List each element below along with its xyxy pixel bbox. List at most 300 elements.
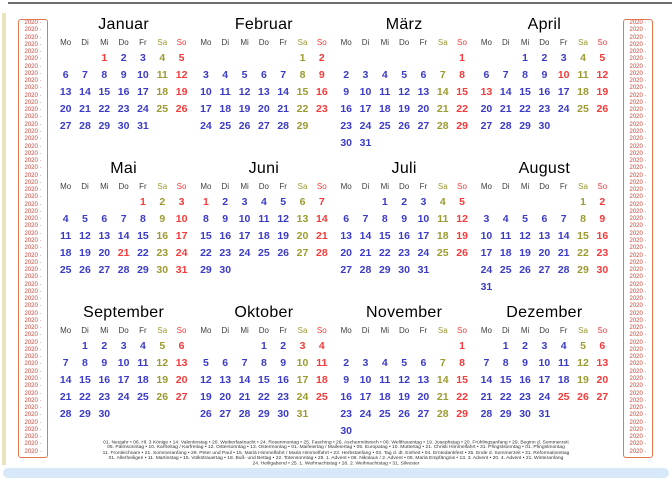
- year-rail-item: 2020 ·: [629, 20, 647, 26]
- date-cell: 15: [456, 374, 468, 386]
- date-cell: 27: [258, 120, 270, 132]
- date-cell: 8: [459, 69, 465, 81]
- year-rail-item: 2020 ·: [629, 172, 647, 179]
- weekday-header-fr: Fr: [559, 38, 568, 47]
- date-cell: 6: [62, 69, 69, 81]
- year-rail-item: 2020 ·: [24, 49, 42, 56]
- date-cell: 9: [599, 213, 606, 225]
- date-cell: 17: [238, 230, 251, 242]
- weekday-header-mi: Mi: [520, 182, 530, 191]
- date-cell: 23: [315, 103, 328, 115]
- year-rail-item: 2020 ·: [629, 412, 647, 419]
- year-rail-item: 2020 ·: [24, 121, 42, 128]
- month-september: [56, 296, 191, 440]
- weekday-header-do: Do: [118, 38, 129, 47]
- date-cell: 19: [398, 391, 410, 403]
- date-cell: 23: [156, 247, 169, 259]
- empty-cell: [114, 194, 133, 211]
- weekday-header-so: So: [597, 182, 608, 191]
- date-cell: 1: [522, 52, 528, 64]
- weekday-header-sa: Sa: [157, 182, 168, 191]
- date-cell: 16: [519, 374, 531, 386]
- date-cell: 5: [459, 196, 465, 208]
- date-cell: 4: [439, 196, 446, 208]
- date-cell: 15: [519, 86, 531, 98]
- date-cell: 4: [222, 69, 229, 81]
- date-cell: 15: [456, 86, 468, 98]
- date-cell: 4: [502, 213, 509, 225]
- date-cell: 11: [60, 230, 72, 242]
- year-rail-item: 2020 ·: [629, 49, 647, 56]
- weekday-header-do: Do: [399, 182, 410, 191]
- date-cell: 24: [359, 120, 372, 132]
- date-cell: 15: [296, 86, 309, 98]
- date-cell: 27: [296, 247, 309, 259]
- date-cell: 14: [315, 213, 328, 225]
- date-cell: 24: [557, 103, 570, 115]
- date-cell: 8: [459, 357, 465, 369]
- weekday-header-do: Do: [118, 182, 129, 191]
- date-cell: 15: [499, 374, 512, 386]
- date-cell: 29: [296, 120, 309, 132]
- date-cell: 21: [436, 391, 449, 403]
- year-rail-item: 2020 ·: [24, 107, 42, 114]
- weekday-header-sa: Sa: [297, 182, 308, 191]
- date-cell: 11: [500, 230, 512, 242]
- date-cell: 25: [258, 247, 270, 259]
- weekday-header-so: So: [176, 326, 187, 335]
- date-cell: 16: [538, 86, 551, 98]
- date-cell: 30: [538, 120, 551, 132]
- year-rail-item: 2020 ·: [24, 339, 42, 346]
- weekday-header-mi: Mi: [240, 326, 249, 335]
- empty-cell: [394, 50, 413, 67]
- year-rail-item: 2020 ·: [629, 383, 647, 390]
- legend-line: 05. Palmsonntag • 10. Karfreitag / Karfreitag • 12. Ostersonntag • 13. Ostermontag • 01. Maifeiertag / Maifeiertag • 05. Europatag • 10. Muttertag • 21. Christi Himmelfahrt • 31. Pfingstsonntag • 01. Pfingstmontag: [107, 445, 565, 451]
- date-cell: 20: [59, 103, 72, 115]
- weekday-header-do: Do: [399, 326, 410, 335]
- date-cell: 28: [315, 247, 328, 259]
- date-cell: 2: [522, 340, 528, 352]
- year-rail-item: 2020 ·: [629, 303, 647, 310]
- date-cell: 23: [538, 103, 551, 115]
- date-cell: 10: [117, 357, 130, 369]
- date-cell: 5: [202, 357, 209, 369]
- year-rail-item: 2020 ·: [24, 448, 42, 455]
- weekday-header-mo: Mo: [480, 326, 492, 335]
- weekday-header-fr: Fr: [419, 326, 428, 335]
- date-cell: 10: [175, 213, 188, 225]
- month-title: November: [366, 304, 443, 321]
- date-cell: 15: [200, 230, 212, 242]
- date-cell: 14: [436, 86, 449, 98]
- date-cell: 6: [299, 196, 306, 208]
- year-rail-item: 2020 ·: [24, 252, 42, 259]
- date-cell: 12: [175, 69, 188, 81]
- weekday-header-mo: Mo: [60, 326, 72, 335]
- year-rail-item: 2020 ·: [629, 208, 647, 215]
- days-grid: [196, 338, 331, 423]
- empty-cell: [216, 50, 235, 67]
- weekday-header-do: Do: [118, 326, 129, 335]
- date-cell: 6: [343, 213, 350, 225]
- date-cell: 23: [277, 391, 290, 403]
- date-cell: 23: [219, 247, 232, 259]
- date-cell: 27: [480, 120, 493, 132]
- year-rail-item: 2020 ·: [629, 107, 647, 114]
- date-cell: 23: [117, 103, 130, 115]
- year-rail-item: 2020 ·: [24, 281, 42, 288]
- date-cell: 21: [238, 391, 251, 403]
- days-grid: [337, 194, 472, 279]
- weekday-header-fr: Fr: [139, 182, 147, 191]
- date-cell: 22: [519, 103, 531, 115]
- date-cell: 19: [596, 86, 609, 98]
- date-cell: 3: [362, 357, 369, 369]
- date-cell: 18: [219, 103, 232, 115]
- weekday-header-do: Do: [258, 182, 269, 191]
- date-cell: 25: [156, 103, 169, 115]
- date-cell: 20: [98, 247, 111, 259]
- year-rail-item: 2020 ·: [24, 216, 42, 223]
- date-cell: 12: [456, 213, 468, 225]
- date-cell: 30: [398, 264, 410, 276]
- weekday-header-row: [56, 180, 191, 194]
- date-cell: 20: [258, 103, 270, 115]
- date-cell: 19: [238, 103, 251, 115]
- date-cell: 29: [519, 120, 531, 132]
- date-cell: 29: [258, 408, 270, 420]
- year-rail-item: 2020 ·: [629, 158, 647, 165]
- date-cell: 31: [137, 120, 149, 132]
- year-rail-item: 2020 ·: [24, 187, 42, 194]
- date-cell: 14: [79, 86, 91, 98]
- date-cell: 8: [101, 69, 108, 81]
- date-cell: 5: [178, 52, 185, 64]
- month-mai: [56, 152, 191, 296]
- legend-line: 01. Neujahr • 06. Hl. 3 Könige • 14. Valentinstag • 20. Weiberfastnacht • 24. Rosenmontag • 25. Fasching • 26. Aschermittwoch • 08. Weltfrauentag • 19. Josephstag • 20. Frühlingsanfang • 29. Beginn d. Sommerzeit: [103, 440, 569, 445]
- date-cell: 28: [59, 408, 72, 420]
- bottom-edge-bar: [3, 468, 669, 478]
- year-rail-item: 2020 ·: [629, 426, 647, 433]
- year-rail-item: 2020 ·: [629, 405, 647, 412]
- weekday-header-mi: Mi: [380, 182, 390, 191]
- month-februar: [196, 8, 331, 152]
- date-cell: 5: [599, 52, 606, 64]
- date-cell: 31: [417, 264, 430, 276]
- days-grid: [56, 194, 191, 279]
- date-cell: 29: [456, 408, 468, 420]
- weekday-header-row: [56, 36, 191, 50]
- weekday-header-fr: Fr: [279, 326, 287, 335]
- date-cell: 26: [277, 247, 290, 259]
- month-oktober: [196, 296, 331, 440]
- empty-cell: [433, 50, 452, 67]
- date-cell: 9: [318, 69, 325, 81]
- year-rail-item: 2020 ·: [24, 208, 42, 215]
- date-cell: 23: [340, 408, 352, 420]
- empty-cell: [496, 50, 515, 67]
- year-rail-item: 2020 ·: [629, 434, 647, 441]
- legend-line: 01. Allerheiligen • 11. Martinstag • 15. Volkstrauertag • 18. Buß- und Bettag • 22. Totensonntag • 29. 1. Advent • 06. Nikolaus / 2. Advent • 08. Mariä Empfängnis • 13. 3. Advent • 20. 4. Advent • 21. Winteranfang: [108, 455, 564, 461]
- year-rail-item: 2020 ·: [24, 354, 42, 361]
- year-rail-item: 2020 ·: [24, 317, 42, 324]
- date-cell: 22: [499, 391, 512, 403]
- year-rail-item: 2020 ·: [629, 34, 647, 41]
- empty-cell: [56, 194, 75, 211]
- date-cell: 22: [456, 391, 468, 403]
- date-cell: 12: [156, 357, 169, 369]
- date-cell: 21: [557, 247, 570, 259]
- date-cell: 5: [241, 69, 248, 81]
- date-cell: 13: [219, 374, 232, 386]
- date-cell: 22: [137, 247, 149, 259]
- date-cell: 1: [140, 196, 146, 208]
- date-cell: 3: [560, 52, 567, 64]
- date-cell: 2: [343, 69, 350, 81]
- date-cell: 22: [378, 247, 391, 259]
- date-cell: 10: [296, 357, 309, 369]
- date-cell: 16: [340, 391, 352, 403]
- weekday-header-sa: Sa: [578, 182, 588, 191]
- empty-cell: [337, 338, 356, 355]
- weekday-header-so: So: [316, 182, 327, 191]
- date-cell: 26: [456, 247, 468, 259]
- date-cell: 3: [362, 69, 369, 81]
- holiday-legend: [85, 440, 587, 466]
- top-border-line: [8, 2, 672, 4]
- date-cell: 7: [318, 196, 325, 208]
- weekday-header-mo: Mo: [200, 38, 212, 47]
- year-rail-item: 2020 ·: [629, 143, 647, 150]
- date-cell: 9: [522, 357, 528, 369]
- date-cell: 22: [98, 103, 111, 115]
- weekday-header-fr: Fr: [419, 182, 428, 191]
- empty-cell: [394, 338, 413, 355]
- weekday-header-row: [477, 180, 612, 194]
- days-grid: [56, 50, 191, 135]
- year-rail-item: 2020 ·: [24, 376, 42, 383]
- year-rail-item: 2020 ·: [629, 27, 647, 34]
- weekday-header-sa: Sa: [297, 38, 308, 47]
- date-cell: 31: [296, 408, 309, 420]
- legend-line: 11. Fronleichnam • 21. Sommeranfang • 29. Peter und Paul • 15. Mariä Himmelfahrt / Mariä Himmelfahrt • 23. Herbstanfang • 03. Tag d. dt. Einheit • 04. Erntedankfest • 25. Ende d. Sommerzeit • 31. Reformationstag: [102, 450, 570, 456]
- empty-cell: [75, 194, 94, 211]
- weekday-header-di: Di: [361, 38, 370, 47]
- date-cell: 1: [459, 52, 465, 64]
- year-rail-item: 2020 ·: [24, 303, 42, 310]
- weekday-header-row: [337, 324, 472, 338]
- date-cell: 25: [557, 391, 570, 403]
- year-rail-item: 2020 ·: [24, 405, 42, 412]
- date-cell: 6: [178, 340, 185, 352]
- date-cell: 20: [175, 374, 188, 386]
- date-cell: 9: [222, 213, 229, 225]
- year-rail-item: 2020 ·: [629, 114, 647, 121]
- months-grid: [56, 8, 612, 440]
- days-grid: [337, 338, 472, 440]
- month-april: [477, 8, 612, 152]
- date-cell: 11: [258, 213, 270, 225]
- date-cell: 19: [175, 86, 188, 98]
- date-cell: 11: [137, 357, 149, 369]
- year-rail-item: 2020 ·: [629, 296, 647, 303]
- date-cell: 1: [299, 52, 306, 64]
- date-cell: 24: [417, 247, 430, 259]
- year-rail-item: 2020 ·: [24, 136, 42, 143]
- empty-cell: [496, 194, 515, 211]
- year-rail-item: 2020 ·: [24, 194, 42, 201]
- date-cell: 28: [238, 408, 251, 420]
- date-cell: 30: [98, 408, 111, 420]
- year-rail-item: 2020 ·: [24, 441, 42, 448]
- date-cell: 15: [378, 230, 391, 242]
- date-cell: 18: [315, 374, 328, 386]
- date-cell: 12: [79, 230, 91, 242]
- date-cell: 27: [98, 264, 111, 276]
- date-cell: 17: [557, 86, 570, 98]
- date-cell: 1: [459, 340, 465, 352]
- month-title: Juli: [391, 160, 417, 177]
- date-cell: 11: [379, 374, 391, 386]
- year-rail-item: 2020 ·: [629, 150, 647, 157]
- date-cell: 12: [277, 213, 290, 225]
- year-rail-item: 2020 ·: [24, 63, 42, 70]
- date-cell: 11: [379, 86, 391, 98]
- date-cell: 27: [175, 391, 188, 403]
- date-cell: 10: [137, 69, 149, 81]
- date-cell: 24: [238, 247, 251, 259]
- date-cell: 17: [359, 103, 372, 115]
- date-cell: 12: [398, 86, 410, 98]
- month-november: [337, 296, 472, 440]
- year-rail-item: 2020 ·: [629, 230, 647, 237]
- date-cell: 14: [277, 86, 290, 98]
- weekday-header-mo: Mo: [480, 38, 492, 47]
- date-cell: 14: [480, 374, 493, 386]
- weekday-header-so: So: [457, 38, 467, 47]
- weekday-header-row: [477, 36, 612, 50]
- empty-cell: [235, 50, 254, 67]
- date-cell: 8: [82, 357, 88, 369]
- weekday-header-mo: Mo: [60, 38, 72, 47]
- date-cell: 9: [280, 357, 287, 369]
- weekday-header-fr: Fr: [559, 182, 568, 191]
- date-cell: 27: [417, 408, 430, 420]
- year-rail-item: 2020 ·: [629, 368, 647, 375]
- date-cell: 11: [316, 357, 328, 369]
- date-cell: 27: [59, 120, 72, 132]
- date-cell: 3: [541, 340, 548, 352]
- weekday-header-mi: Mi: [240, 38, 249, 47]
- date-cell: 10: [538, 357, 551, 369]
- date-cell: 28: [480, 408, 493, 420]
- date-cell: 20: [417, 103, 430, 115]
- empty-cell: [477, 338, 496, 355]
- date-cell: 2: [541, 52, 548, 64]
- weekday-header-so: So: [457, 326, 467, 335]
- weekday-header-sa: Sa: [437, 182, 448, 191]
- year-rail-item: 2020 ·: [629, 41, 647, 48]
- date-cell: 15: [577, 230, 589, 242]
- weekday-header-mi: Mi: [520, 38, 530, 47]
- year-rail-item: 2020 ·: [24, 143, 42, 150]
- year-rail-item: 2020 ·: [629, 397, 647, 404]
- date-cell: 5: [401, 357, 408, 369]
- year-rail-item: 2020 ·: [24, 85, 42, 92]
- date-cell: 21: [79, 103, 91, 115]
- empty-cell: [535, 194, 554, 211]
- date-cell: 25: [219, 120, 232, 132]
- date-cell: 11: [577, 69, 589, 81]
- year-rail-item: 2020 ·: [24, 41, 42, 48]
- date-cell: 17: [538, 374, 551, 386]
- date-cell: 5: [82, 213, 88, 225]
- date-cell: 7: [120, 213, 127, 225]
- date-cell: 21: [117, 247, 130, 259]
- weekday-header-di: Di: [501, 182, 510, 191]
- date-cell: 31: [480, 281, 493, 293]
- date-cell: 3: [120, 340, 127, 352]
- date-cell: 26: [238, 120, 251, 132]
- date-cell: 3: [420, 196, 427, 208]
- date-cell: 9: [101, 357, 108, 369]
- date-cell: 16: [315, 86, 328, 98]
- date-cell: 25: [315, 391, 328, 403]
- date-cell: 16: [117, 86, 130, 98]
- year-rail-item: 2020 ·: [629, 78, 647, 85]
- date-cell: 28: [436, 120, 449, 132]
- date-cell: 2: [280, 340, 287, 352]
- date-cell: 8: [202, 213, 209, 225]
- weekday-header-mi: Mi: [100, 326, 109, 335]
- days-grid: [56, 338, 191, 423]
- date-cell: 7: [439, 357, 446, 369]
- date-cell: 7: [560, 213, 567, 225]
- month-title: März: [385, 16, 423, 33]
- year-rail-item: 2020 ·: [24, 434, 42, 441]
- weekday-header-mi: Mi: [380, 38, 390, 47]
- date-cell: 4: [318, 340, 325, 352]
- date-cell: 1: [381, 196, 388, 208]
- date-cell: 19: [398, 103, 410, 115]
- year-rail-item: 2020 ·: [629, 179, 647, 186]
- year-rail-item: 2020 ·: [24, 426, 42, 433]
- year-rail-item: 2020 ·: [629, 339, 647, 346]
- date-cell: 1: [502, 340, 509, 352]
- date-cell: 9: [343, 86, 350, 98]
- weekday-header-di: Di: [81, 38, 89, 47]
- date-cell: 10: [359, 374, 372, 386]
- days-grid: [196, 194, 331, 279]
- weekday-header-di: Di: [81, 326, 89, 335]
- year-rail-item: 2020 ·: [24, 310, 42, 317]
- date-cell: 10: [359, 86, 372, 98]
- date-cell: 16: [277, 374, 290, 386]
- date-cell: 25: [378, 120, 391, 132]
- month-juni: [196, 152, 331, 296]
- date-cell: 12: [596, 69, 609, 81]
- date-cell: 14: [59, 374, 72, 386]
- date-cell: 29: [499, 408, 512, 420]
- weekday-header-mo: Mo: [340, 326, 352, 335]
- date-cell: 22: [456, 103, 468, 115]
- year-rail-item: 2020 ·: [24, 361, 42, 368]
- date-cell: 17: [480, 247, 493, 259]
- date-cell: 26: [175, 103, 188, 115]
- month-title: Dezember: [506, 304, 583, 321]
- date-cell: 31: [538, 408, 551, 420]
